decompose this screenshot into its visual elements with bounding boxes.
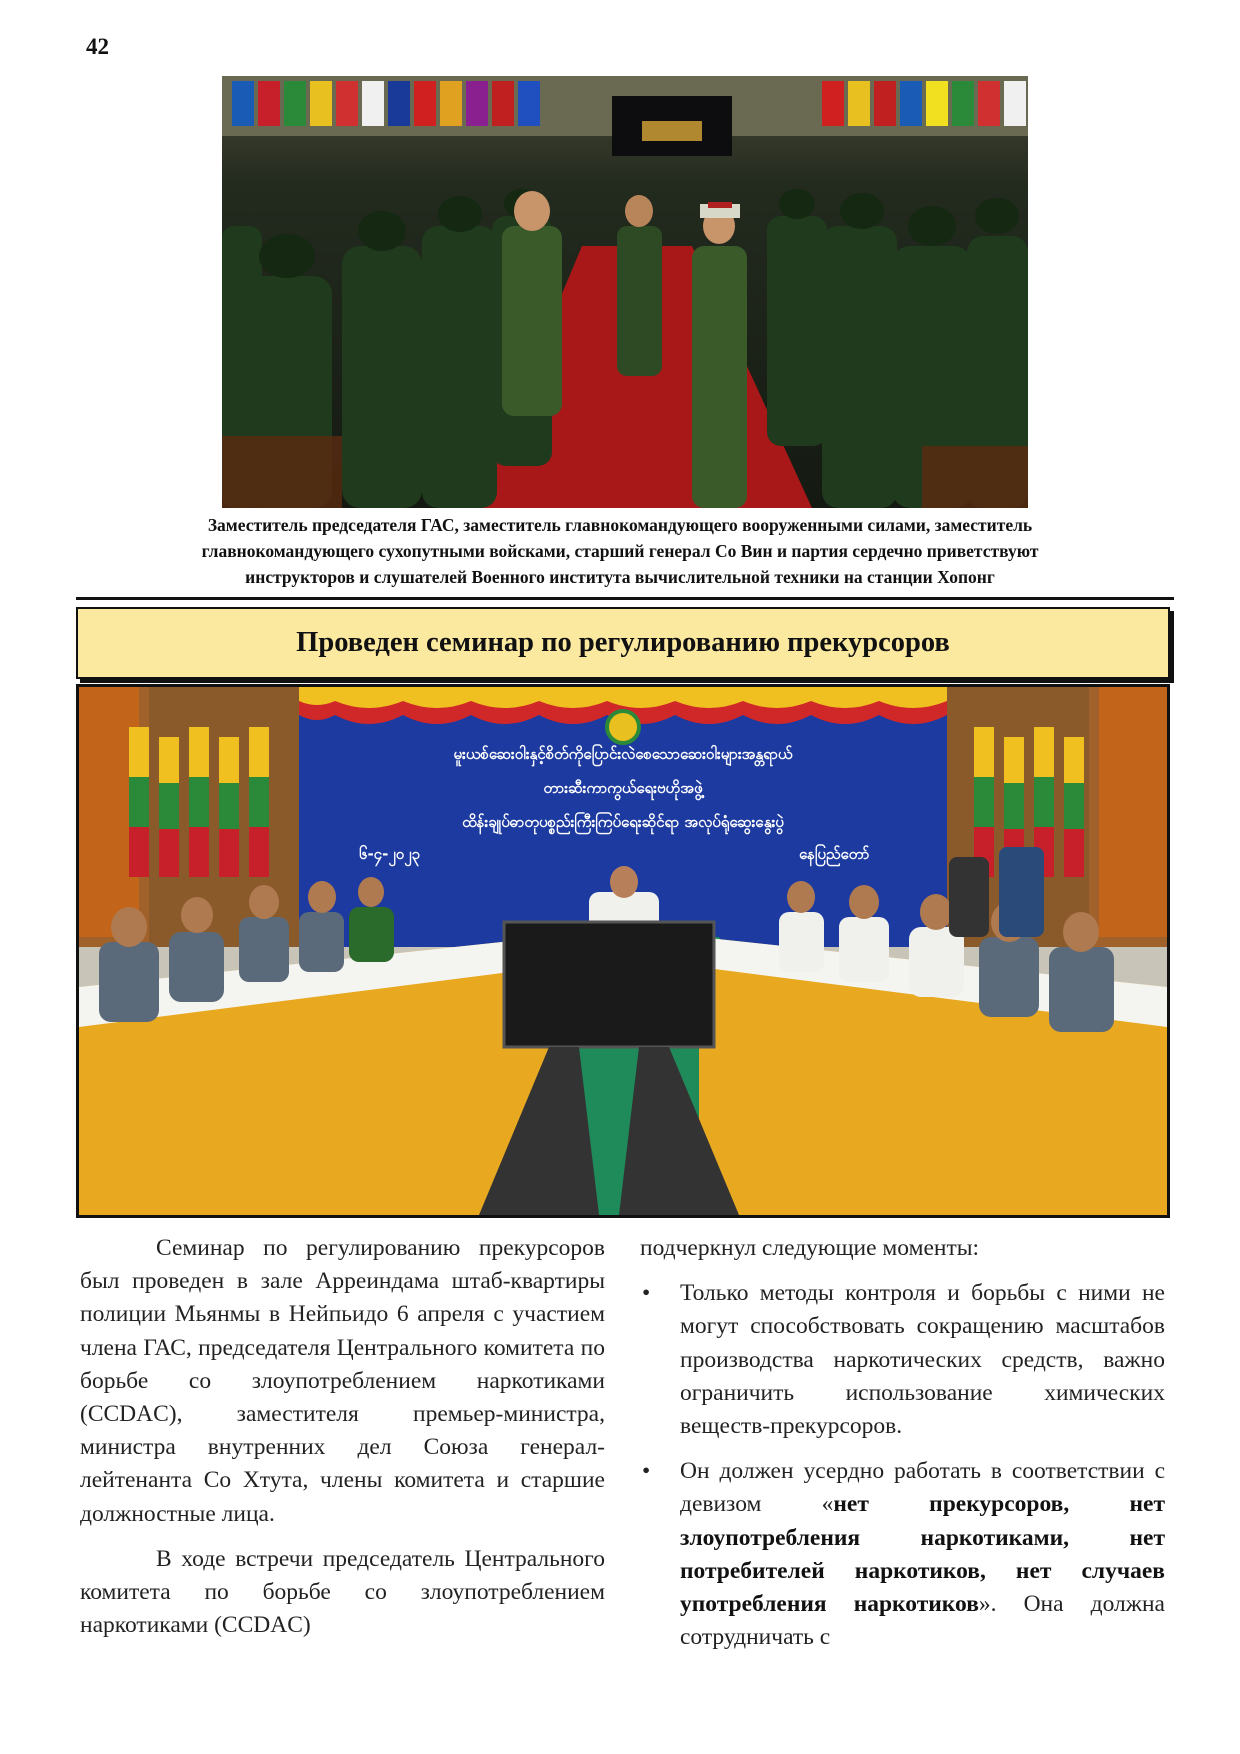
- paragraph-1: Семинар по регулированию прекурсоров был проведен в зале Арреиндама штаб-квартиры полиции Мьянмы в Нейпьидо 6 апреля с участием члена ГАС, председателя Центрального комитета по борьбе со злоупотреблением наркотиками (CCDAC), заместителя премьер-министра, министра внутренних дел Союза генерал-лейтенанта Со Хтута, члены комитета и старшие должностные лица.: [80, 1235, 605, 1527]
- bullet-1-text: Только методы контроля и борьбы с ними не могут способствовать сокращению масштабов производства наркотических средств, важно ограничить использование химических веществ-прекурсоров.: [680, 1280, 1165, 1440]
- caption-line-3: инструкторов и слушателей Военного института вычислительной техники на станции Хопонг: [245, 567, 995, 587]
- banner-date: ၆-၄-၂၀၂၃: [359, 845, 420, 863]
- caption-line-2: главнокомандующего сухопутными войсками, старший генерал Со Вин и партия сердечно приветствуют: [201, 541, 1039, 561]
- paragraph-2: В ходе встречи председатель Центрального комитета по борьбе со злоупотреблением наркотиками (CCDAC): [80, 1545, 605, 1639]
- banner-line-2: တားဆီးကာကွယ်ရေးဗဟိုအဖွဲ့: [543, 779, 703, 797]
- bullet-2-post: ». Она должна сотрудничать с: [680, 1591, 1165, 1651]
- photo-caption: [110, 512, 1130, 590]
- banner-place: နေပြည်တော်: [799, 845, 870, 863]
- article-column-right: [640, 1232, 1165, 1666]
- photo-seminar: [76, 684, 1170, 1218]
- photo-military-institute: [222, 76, 1028, 508]
- bullet-item-2: [640, 1455, 1165, 1654]
- divider: [76, 597, 1174, 600]
- photo-precursor-seminar: [79, 687, 1167, 1215]
- banner-line-3: ထိန်းချုပ်ဓာတုပစ္စည်းကြီးကြပ်ရေးဆိုင်ရာ အလုပ်ရုံဆွေးနွေးပွဲ: [462, 813, 784, 831]
- bullet-item-1: [640, 1277, 1165, 1443]
- banner-line-1: မူးယစ်ဆေးဝါးနှင့်စိတ်ကိုပြောင်းလဲစေသောဆေးဝါးများအန္တရာယ်: [453, 745, 793, 763]
- photo-military-institute-greeting: [222, 76, 1028, 508]
- paragraph-intro: подчеркнул следующие моменты:: [640, 1235, 980, 1261]
- bullet-2-pre: Он должен усердно работать в соответствии с девизом «: [680, 1458, 1165, 1518]
- article-title: Проведен семинар по регулированию прекурсоров: [76, 607, 1170, 679]
- bullet-2-motto: нет прекурсоров, нет злоупотребления наркотиками, нет потребителей наркотиков, нет случаев употребления наркотиков: [680, 1491, 1165, 1618]
- caption-line-1: Заместитель председателя ГАС, заместитель главнокомандующего вооруженными силами, заместитель: [207, 515, 1033, 535]
- article-column-left: [80, 1232, 605, 1654]
- page-number: 42: [86, 34, 109, 59]
